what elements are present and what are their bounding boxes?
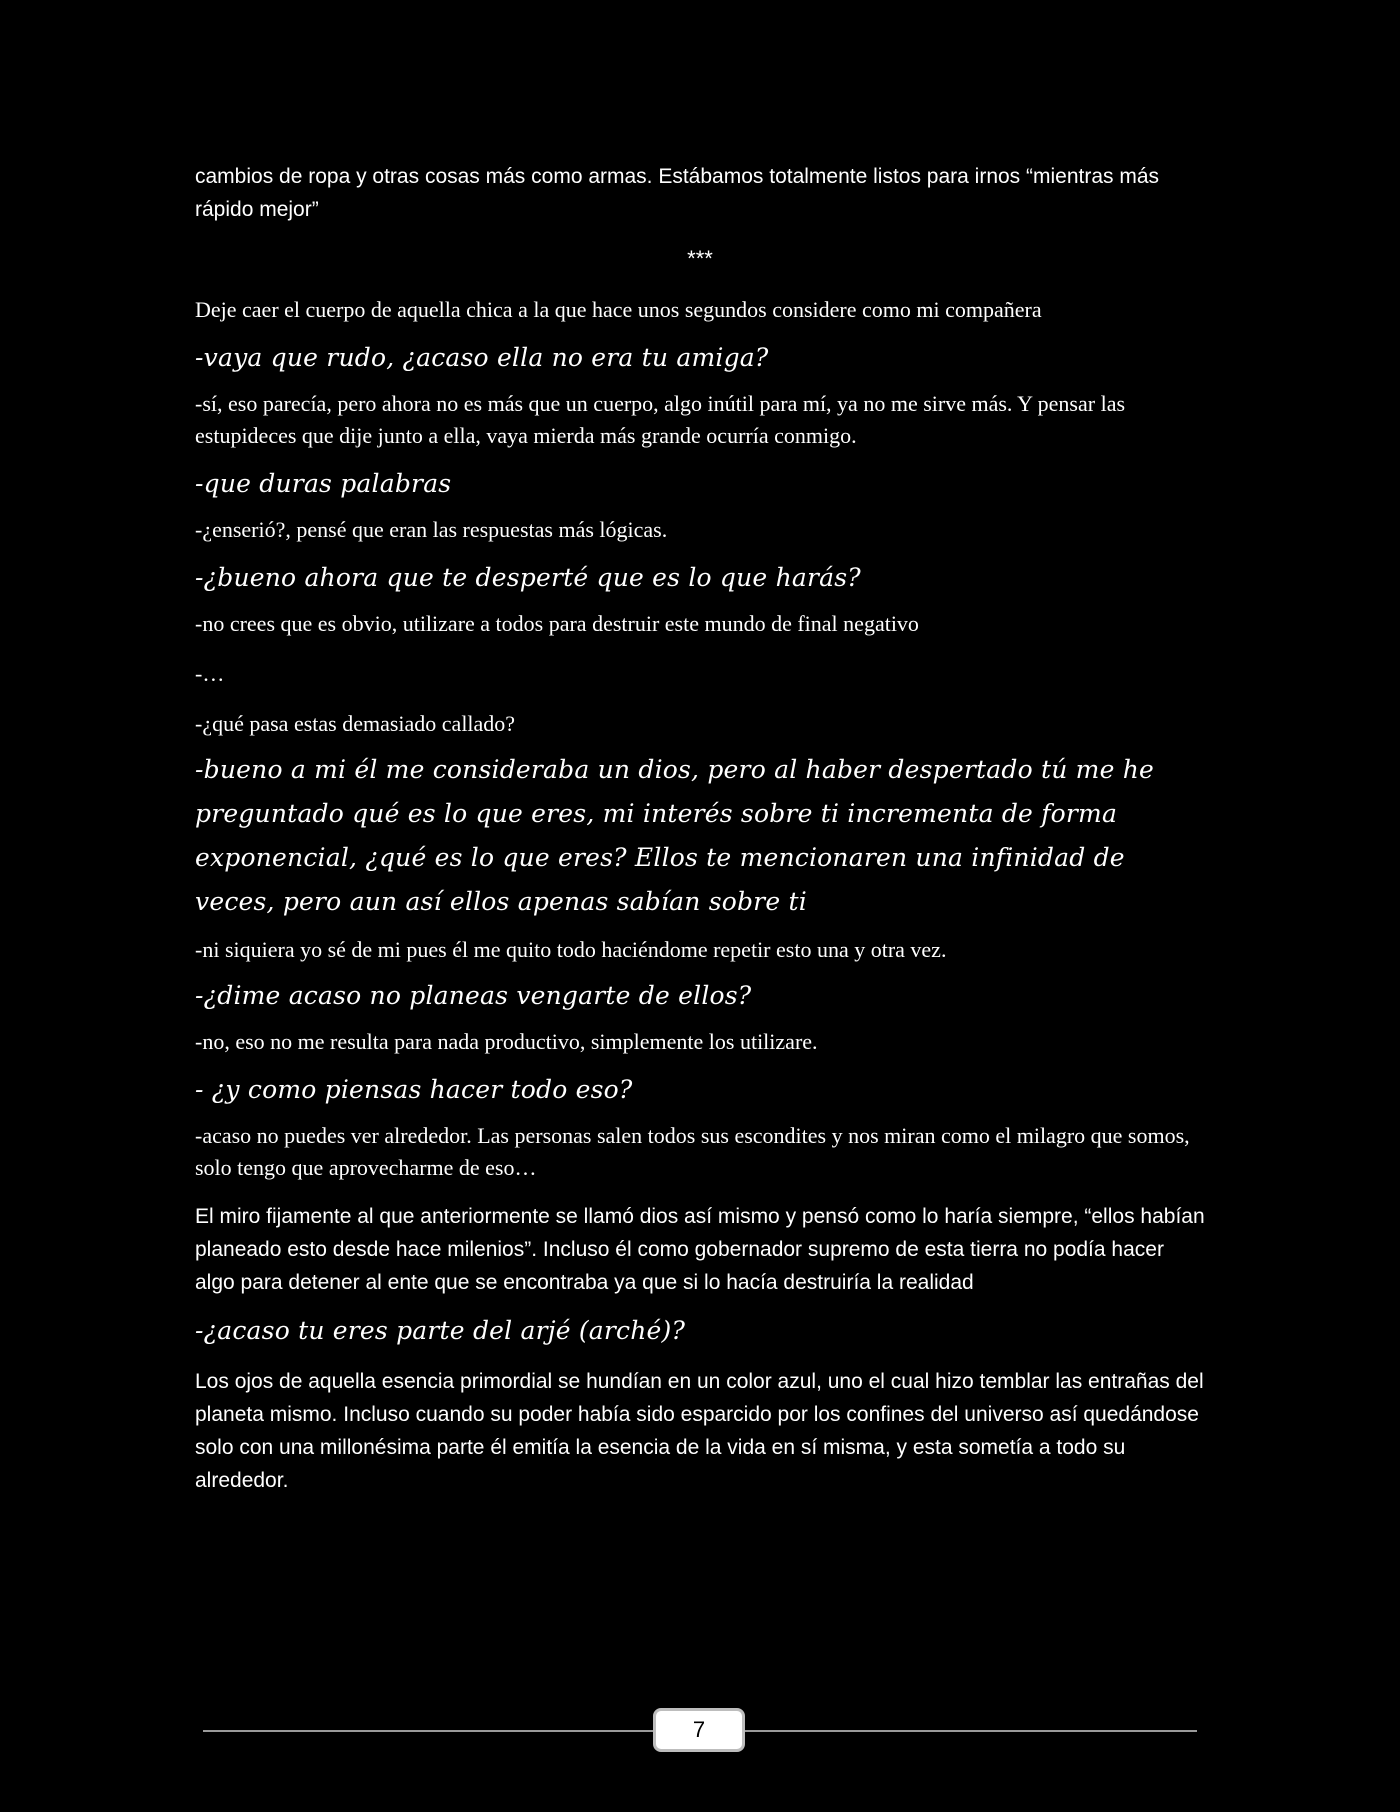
dialogue-voice-1: -vaya que rudo, ¿acaso ella no era tu amiga?	[195, 343, 769, 372]
scene-separator: ***	[687, 246, 713, 271]
dialogue-reply-3: -no crees que es obvio, utilizare a todos para destruir este mundo de final negativo	[195, 611, 919, 636]
paragraph-1: cambios de ropa y otras cosas más como armas. Estábamos totalmente listos para irnos “mientras más rápido mejor”	[195, 165, 1160, 221]
dialogue-reply-5: -ni siquiera yo sé de mi pues él me quito todo haciéndome repetir esto una y otra vez.	[195, 937, 947, 962]
page-number: 7	[653, 1708, 745, 1752]
dialogue-reply-2: -¿enserió?, pensé que eran las respuestas más lógicas.	[195, 517, 668, 542]
dialogue-voice-4: -bueno a mi él me consideraba un dios, pero al haber despertado tú me he preguntado qué es lo que eres, mi interés sobre ti incrementa de forma exponencial, ¿qué es lo que eres? Ellos te mencionaren una infinidad de veces, pero aun así ellos apenas sabían sobre ti	[195, 755, 1155, 916]
page-footer	[203, 1708, 1197, 1754]
dialogue-voice-6: - ¿y como piensas hacer todo eso?	[195, 1075, 633, 1104]
dialogue-voice-2: -que duras palabras	[195, 469, 452, 498]
dialogue-reply-6: -no, eso no me resulta para nada productivo, simplemente los utilizare.	[195, 1029, 818, 1054]
paragraph-narration-3: Los ojos de aquella esencia primordial se hundían en un color azul, uno el cual hizo temblar las entrañas del planeta mismo. Incluso cuando su poder había sido esparcido por los confines del universo así quedándose solo con una millonésima parte él emitía la esencia de la vida en sí misma, y esta sometía a todo su alrededor.	[195, 1370, 1204, 1492]
paragraph-narration-1: Deje caer el cuerpo de aquella chica a la que hace unos segundos considere como mi compañera	[195, 297, 1042, 322]
dialogue-voice-5: -¿dime acaso no planeas vengarte de ellos?	[195, 981, 752, 1010]
dialogue-reply-1: -sí, eso parecía, pero ahora no es más que un cuerpo, algo inútil para mí, ya no me sirve más. Y pensar las estupideces que dije junto a ella, vaya mierda más grande ocurría conmigo.	[195, 391, 1126, 448]
dialogue-voice-7: -¿acaso tu eres parte del arjé (arché)?	[195, 1316, 686, 1345]
paragraph-narration-2: El miro fijamente al que anteriormente se llamó dios así mismo y pensó como lo haría siempre, “ellos habían planeado esto desde hace milenios”. Incluso él como gobernador supremo de esta tierra no podía hacer algo para detener al ente que se encontraba ya que si lo hacía destruiría la realidad	[195, 1205, 1205, 1294]
dialogue-reply-7: -acaso no puedes ver alrededor. Las personas salen todos sus escondites y nos miran como el milagro que somos, solo tengo que aprovecharme de eso…	[195, 1123, 1190, 1180]
dialogue-voice-3: -¿bueno ahora que te desperté que es lo que harás?	[195, 563, 861, 592]
dialogue-reply-4: -¿qué pasa estas demasiado callado?	[195, 711, 516, 736]
page-body	[195, 160, 1205, 1497]
dialogue-ellipsis: -…	[195, 661, 225, 686]
